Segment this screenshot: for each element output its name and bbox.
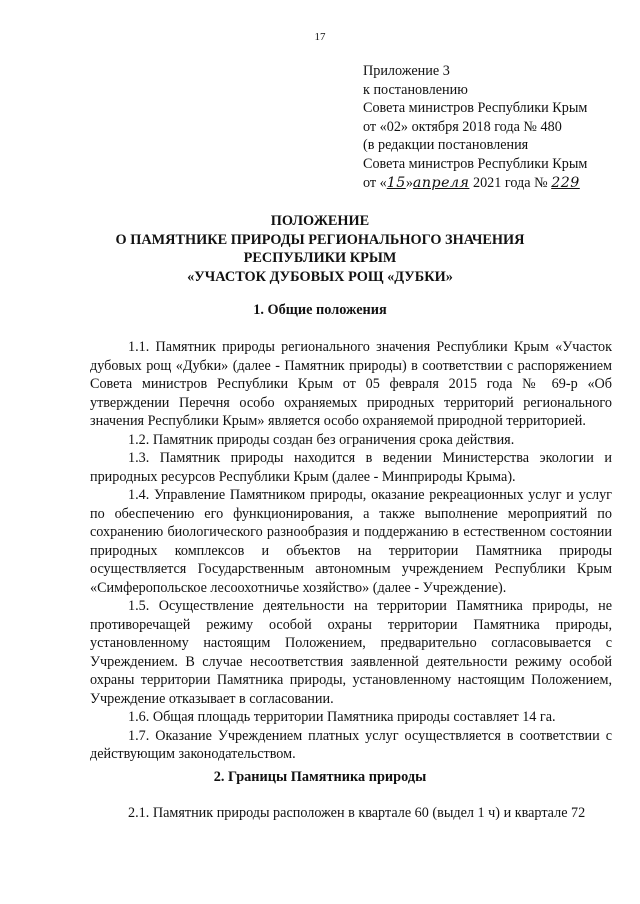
title-line: О ПАМЯТНИКЕ ПРИРОДЫ РЕГИОНАЛЬНОГО ЗНАЧЕНИЯ xyxy=(115,231,525,248)
appendix-line: Совета министров Республики Крым xyxy=(363,155,588,172)
title-line: ПОЛОЖЕНИЕ xyxy=(270,213,370,229)
appendix-line: Совета министров Республики Крым xyxy=(363,100,588,117)
appendix-block xyxy=(363,62,587,192)
appendix-line: от «02» октября 2018 года № 480 xyxy=(363,118,562,135)
appendix-line: (в редакции постановления xyxy=(363,137,529,154)
appendix-line-amendment-date xyxy=(363,174,587,193)
amendment-prefix: от « xyxy=(363,174,387,191)
section-heading-boundaries: 2. Границы Памятника природы xyxy=(213,769,427,785)
paragraph-2-1: 2.1. Памятник природы расположен в квартале 60 (выдел 1 ч) и квартале 72 xyxy=(128,805,586,821)
paragraph-1-5: 1.5. Осуществление деятельности на территории Памятника природы, не противоречащей режиму особой охраны территории Памятника природы, установленному настоящим Положением, предварительно согласовывается с Учреждением. В случае несоответствия заявленной деятельности режиму особой охраны территории Памятника природы, установленному настоящим Положением, Учреждение отказывает в согласовании. xyxy=(90,598,612,707)
paragraph-1-2: 1.2. Памятник природы создан без ограничения срока действия. xyxy=(128,431,515,448)
paragraph-1-6: 1.6. Общая площадь территории Памятника природы составляет 14 га. xyxy=(128,709,556,725)
appendix-line: Приложение 3 xyxy=(363,63,450,79)
title-line: РЕСПУБЛИКИ КРЫМ xyxy=(243,250,397,266)
amendment-mid: » xyxy=(405,174,413,191)
section-heading-general: 1. Общие положения xyxy=(253,302,387,318)
paragraph-1-3: 1.3. Памятник природы находится в ведении Министерства экологии и природных ресурсов Республики Крым (далее - Минприроды Крыма). xyxy=(90,450,612,485)
handwritten-day: 15 xyxy=(386,174,406,191)
paragraph-1-1: 1.1. Памятник природы регионального значения Республики Крым «Участок дубовых рощ «Дубки» (далее - Памятник природы) в соответствии с распоряжением Совета министров Республики Крым от 05 февраля 2015 года № 69-р «Об утверждении Перечня особо охраняемых природных территорий регионального значения Республики Крым» является особо охраняемой природной территорией. xyxy=(90,339,612,429)
appendix-line: к постановлению xyxy=(363,81,468,98)
paragraph-1-4: 1.4. Управление Памятником природы, оказание рекреационных услуг и услуг по обеспечению его функционирования, а также выполнение мероприятий по сохранению биологического разнообразия и поддержанию в естественном состоянии природных комплексов и объектов на территории Памятника природы осуществляется Государственным автономным учреждением Республики Крым «Симферопольское лесоохотничье хозяйство» (далее - Учреждение). xyxy=(90,487,612,596)
page-number: 17 xyxy=(314,31,326,43)
section2-body xyxy=(90,804,612,823)
amendment-year: 2021 года № xyxy=(469,174,552,191)
section1-body xyxy=(90,338,612,764)
paragraph-1-7: 1.7. Оказание Учреждением платных услуг осуществляется в соответствии с действующим законодательством. xyxy=(90,727,612,762)
handwritten-month: апреля xyxy=(412,174,470,191)
title-line: «УЧАСТОК ДУБОВЫХ РОЩ «ДУБКИ» xyxy=(187,268,453,285)
handwritten-number: 229 xyxy=(551,174,580,191)
document-title xyxy=(0,212,640,286)
